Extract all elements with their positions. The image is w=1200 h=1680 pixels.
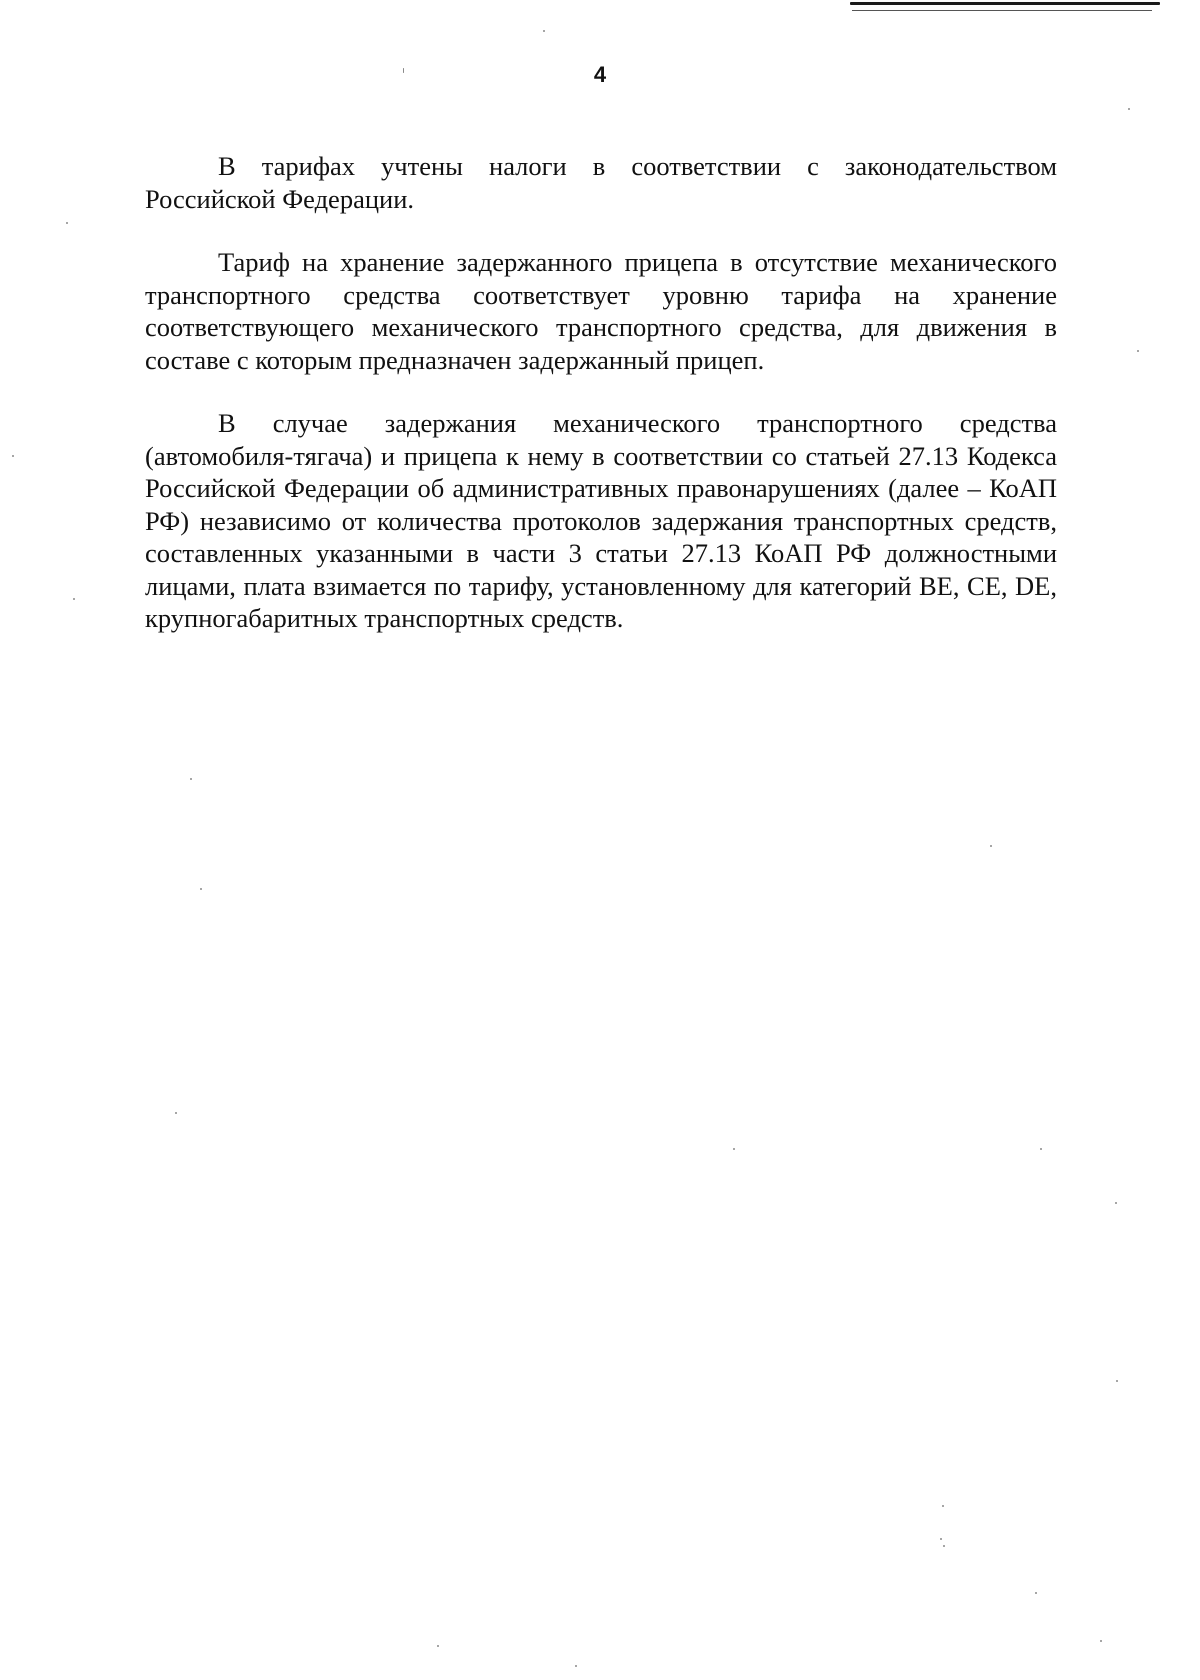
page-number: 4 bbox=[593, 62, 607, 87]
scan-speck bbox=[990, 845, 992, 847]
paragraph-tractor-trailer-detention: В случае задержания механического транспортного средства (автомобиля-тягача) и прицепа к нему в соответствии со статьей 27.13 Кодекса Российской Федерации об административных правонарушениях (далее – КоАП РФ) независимо от количества протоколов задержания транспортных средств, составленных указанными в части 3 статьи 27.13 КоАП РФ должностными лицами, плата взимается по тарифу, установленному для категорий ВЕ, СЕ, DЕ, крупногабаритных транспортных средств. bbox=[145, 408, 1057, 633]
scan-speck bbox=[1128, 108, 1130, 110]
scan-speck bbox=[1035, 1592, 1037, 1594]
scan-speck bbox=[940, 1538, 942, 1540]
scan-speck bbox=[1040, 1148, 1042, 1150]
scan-speck bbox=[1115, 1202, 1117, 1204]
paragraph-taxes: В тарифах учтены налоги в соответствии с законодательством Российской Федерации. bbox=[145, 151, 1057, 214]
scan-speck bbox=[575, 1665, 577, 1667]
scan-speck bbox=[66, 222, 68, 224]
scan-speck bbox=[1116, 1380, 1118, 1382]
scan-speck bbox=[437, 1645, 439, 1647]
scan-speck bbox=[175, 1112, 177, 1114]
scan-speck bbox=[12, 455, 14, 457]
scan-edge-line-thin bbox=[852, 10, 1152, 11]
scan-speck bbox=[733, 1148, 735, 1150]
scan-speck bbox=[73, 598, 75, 600]
scan-speck bbox=[942, 1505, 944, 1507]
scan-speck bbox=[943, 1545, 945, 1547]
paragraph-trailer-storage-tariff: Тариф на хранение задержанного прицепа в отсутствие механического транспортного средства соответствует уровню тарифа на хранение соответствующего механического транспортного средства, для движения в составе с которым предназначен задержанный прицеп. bbox=[145, 247, 1057, 375]
scan-speck bbox=[543, 30, 545, 32]
scan-speck bbox=[190, 778, 192, 780]
scan-speck bbox=[200, 888, 202, 890]
scan-speck bbox=[1137, 350, 1139, 352]
scan-speck bbox=[1100, 1640, 1102, 1642]
document-body bbox=[145, 150, 1057, 666]
scan-edge-line bbox=[850, 2, 1160, 5]
scan-speck bbox=[403, 68, 404, 73]
